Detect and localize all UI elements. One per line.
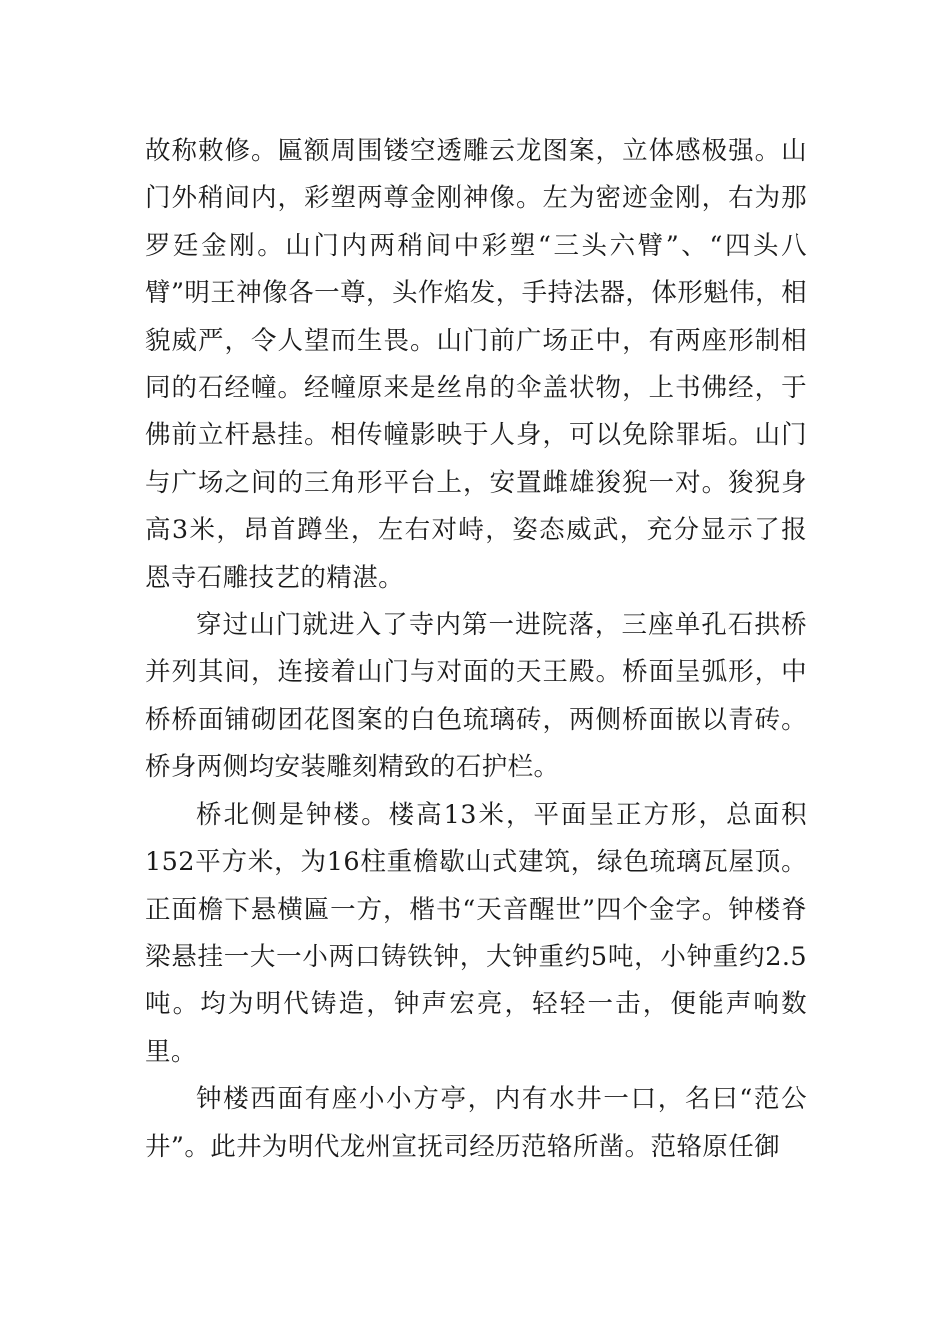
paragraph-fan-well: 钟楼西面有座小小方亭，内有水井一口，名曰“范公井”。此井为明代龙州宣抚司经历范辂所凿。范辂原任御 (145, 1084, 807, 1162)
paragraph-bell-tower: 桥北侧是钟楼。楼高13米，平面呈正方形，总面积152平方米，为16柱重檐歇山式建筑，绿色琉璃瓦屋顶。正面檐下悬横匾一方，楷书“天音醒世”四个金字。钟楼脊梁悬挂一大一小两口铸铁钟，大钟重约5吨，小钟重约2.5吨。均为明代铸造，钟声宏亮，轻轻一击，便能声响数里。 (145, 799, 807, 1067)
paragraph-stone-bridges: 穿过山门就进入了寺内第一进院落，三座单孔石拱桥并列其间，连接着山门与对面的天王殿。桥面呈弧形，中桥桥面铺砌团花图案的白色琉璃砖，两侧桥面嵌以青砖。桥身两侧均安装雕刻精致的石护栏。 (145, 610, 807, 783)
document-body (145, 128, 807, 1171)
paragraph-shanmen: 故称敕修。匾额周围镂空透雕云龙图案，立体感极强。山门外稍间内，彩塑两尊金刚神像。左为密迹金刚，右为那罗廷金刚。山门内两稍间中彩塑“三头六臂”、“四头八臂”明王神像各一尊，头作焰发，手持法器，体形魁伟，相貌威严，令人望而生畏。山门前广场正中，有两座形制相同的石经幢。经幢原来是丝帛的伞盖状物，上书佛经，于佛前立杆悬挂。相传幢影映于人身，可以免除罪垢。山门与广场之间的三角形平台上，安置雌雄狻猊一对。狻猊身高3米，昂首蹲坐，左右对峙，姿态威武，充分显示了报恩寺石雕技艺的精湛。 (145, 136, 807, 593)
